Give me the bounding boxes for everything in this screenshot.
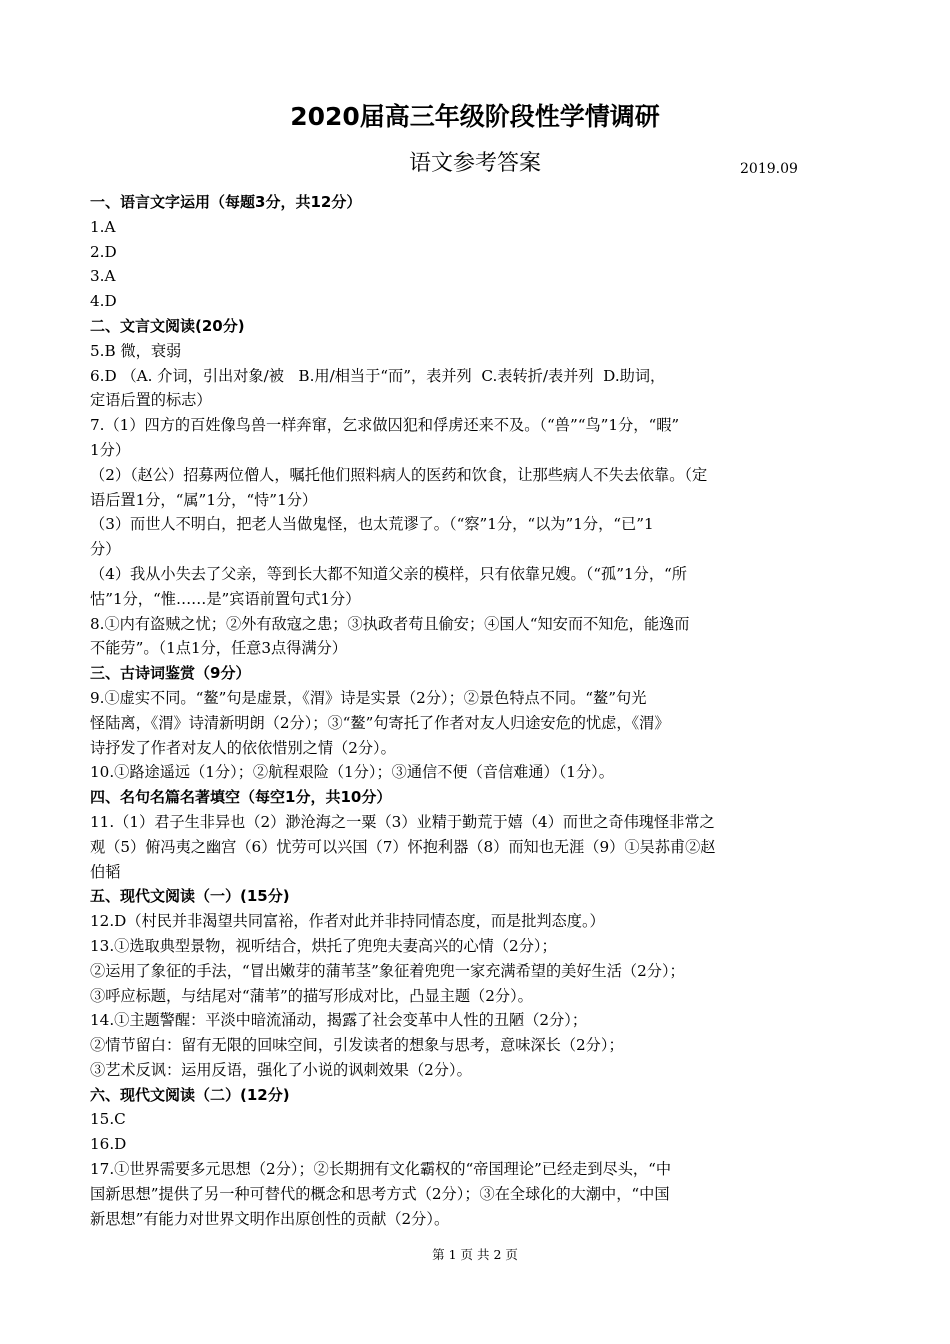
answer-line: 新思想”有能力对世界文明作出原创性的贡献（2分）。 bbox=[90, 1209, 450, 1228]
answer-line: 9.①虚实不同。“鳌”句是虚景，《渭》诗是实景（2分）；②景色特点不同。“鳌”句光 bbox=[90, 688, 647, 707]
answer-line: 怪陆离，《渭》诗清新明朗（2分）；③“鳌”句寄托了作者对友人归途安危的忧虑，《渭》 bbox=[90, 713, 670, 732]
answer-line: （3）而世人不明白，把老人当做鬼怪，也太荒谬了。（“察”1分，“以为”1分，“已”1 bbox=[90, 515, 654, 534]
answer-line: 怙”1分，“惟……是”宾语前置句式1分） bbox=[90, 589, 361, 608]
answer-line: （2）（赵公）招募两位僧人，嘱托他们照料病人的医药和饮食，让那些病人不失去依靠。（定 bbox=[90, 465, 708, 484]
answer-line: 4.D bbox=[90, 292, 117, 311]
answer-line: 2.D bbox=[90, 242, 117, 261]
answer-line: 11.（1）君子生非异也（2）渺沧海之一粟（3）业精于勤荒于嬉（4）而世之奇伟瑰怪非常之 bbox=[90, 812, 715, 831]
answer-line: 13.①选取典型景物，视听结合，烘托了兜兜夫妻高兴的心情（2分）； bbox=[90, 936, 557, 955]
section-heading: 三、古诗词鉴赏（9分） bbox=[90, 664, 251, 683]
answer-line: 17.①世界需要多元思想（2分）；②长期拥有文化霸权的“帝国理论”已经走到尽头，“中 bbox=[90, 1160, 672, 1179]
answer-line: 1.A bbox=[90, 217, 116, 236]
answer-line: （4）我从小失去了父亲，等到长大都不知道父亲的模样，只有依靠兄嫂。（“孤”1分，“所 bbox=[90, 564, 687, 583]
answer-line: 诗抒发了作者对友人的依依惜别之情（2分）。 bbox=[90, 738, 396, 757]
answer-line: ②情节留白：留有无限的回味空间，引发读者的想象与思考，意味深长（2分）； bbox=[90, 1036, 624, 1055]
answer-line: ②运用了象征的手法，“冒出嫩芽的蒲苇茎”象征着兜兜一家充满希望的美好生活（2分）； bbox=[90, 961, 685, 980]
answer-line: ③艺术反讽：运用反语，强化了小说的讽刺效果（2分）。 bbox=[90, 1060, 472, 1079]
answer-line: 10.①路途遥远（1分）；②航程艰险（1分）；③通信不便（音信难通）（1分）。 bbox=[90, 763, 614, 782]
section-heading: 一、语言文字运用（每题3分，共12分） bbox=[90, 193, 362, 211]
answer-line: 伯韬 bbox=[90, 862, 121, 881]
answer-line: 15.C bbox=[90, 1110, 126, 1129]
answer-line: 3.A bbox=[90, 267, 116, 286]
document-title: 2020届高三年级阶段性学情调研 bbox=[290, 102, 660, 131]
answer-line: 6.D （A. 介词，引出对象/被 B.用/相当于“而”，表并列 C.表转折/表并列 D.助词， bbox=[90, 366, 666, 385]
answer-line: 7.（1）四方的百姓像鸟兽一样奔窜，乞求做囚犯和俘虏还来不及。（“兽”“鸟”1分，“暇” bbox=[90, 416, 680, 435]
document-date: 2019.09 bbox=[740, 161, 798, 177]
answer-line: 1分） bbox=[90, 440, 131, 459]
section-heading: 六、现代文阅读（二）(12分) bbox=[90, 1085, 290, 1104]
answer-line: 国新思想”提供了另一种可替代的概念和思考方式（2分）；③在全球化的大潮中，“中国 bbox=[90, 1184, 670, 1203]
answer-line: 观（5）俯冯夷之幽宫（6）忧劳可以兴国（7）怀抱利器（8）而知也无涯（9）①吴荪甫②赵 bbox=[90, 837, 716, 856]
page-footer: 第 1 页 共 2 页 bbox=[432, 1247, 518, 1262]
answer-line: 不能劳”。（1点1分，任意3点得满分） bbox=[90, 639, 347, 658]
answer-content bbox=[90, 190, 864, 1231]
answer-line: 14.①主题警醒：平淡中暗流涌动，揭露了社会变革中人性的丑陋（2分）； bbox=[90, 1011, 588, 1030]
answer-line: 16.D bbox=[90, 1135, 127, 1154]
section-heading: 五、现代文阅读（一）(15分) bbox=[90, 887, 290, 906]
answer-line: 定语后置的标志） bbox=[90, 391, 212, 410]
section-heading: 二、文言文阅读(20分) bbox=[90, 316, 245, 335]
answer-line: 分） bbox=[90, 540, 121, 559]
section-heading: 四、名句名篇名著填空（每空1分，共10分） bbox=[90, 788, 392, 807]
answer-line: 8.①内有盗贼之忧；②外有敌寇之患；③执政者苟且偷安；④国人“知安而不知危，能逸而 bbox=[90, 614, 690, 633]
answer-line: 5.B 微，衰弱 bbox=[90, 341, 182, 360]
answer-line: ③呼应标题，与结尾对“蒲苇”的描写形成对比，凸显主题（2分）。 bbox=[90, 986, 533, 1005]
document-subtitle: 语文参考答案 bbox=[408, 151, 541, 176]
answer-line: 语后置1分，“属”1分，“恃”1分） bbox=[90, 490, 318, 509]
answer-line: 12.D（村民并非渴望共同富裕，作者对此并非持同情态度，而是批判态度。） bbox=[90, 912, 605, 931]
